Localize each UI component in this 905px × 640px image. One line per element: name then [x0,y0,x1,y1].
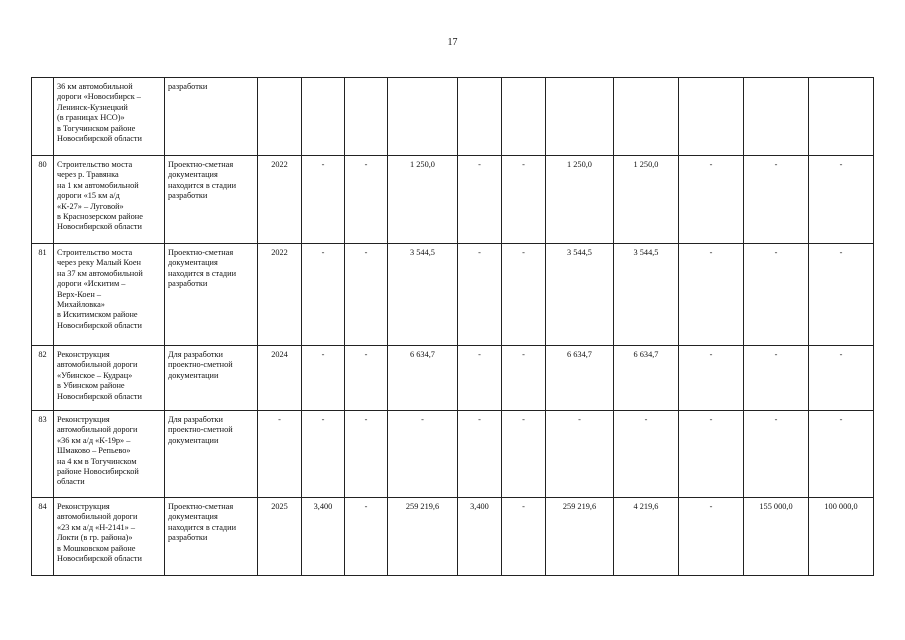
value-cell-4: 259 219,6 [388,498,458,576]
value-cell-5: - [458,244,502,346]
value-cell-2 [302,78,345,156]
value-cell-7: 259 219,6 [546,498,614,576]
object-name-line: в Убинском районе [57,381,125,391]
status-cell [165,156,258,244]
value-cell-2: 3,400 [302,498,345,576]
object-name-line: районе Новосибирской [57,467,139,477]
value-cell-2: - [302,244,345,346]
status-line: разработки [168,533,208,543]
value-cell-6: - [502,411,546,498]
value-cell-8: 6 634,7 [614,346,679,411]
object-name-line: на 37 км автомобильной [57,268,143,278]
status-line: разработки [168,279,208,289]
object-name-line: автомобильной дороги [57,360,138,370]
table-row [32,244,874,346]
status-line: документации [168,370,219,380]
value-cell-2: - [302,346,345,411]
value-cell-1: 2025 [258,498,302,576]
value-cell-1: 2022 [258,156,302,244]
object-name-cell [54,78,165,156]
object-name-line: «Убинское – Кудрац» [57,370,133,380]
object-name-line: дороги «15 км а/д [57,191,120,201]
object-name-line: Строительство моста [57,160,133,169]
status-line: Проектно-сметная [168,160,234,169]
value-cell-3: - [345,498,388,576]
status-line: разработки [168,191,208,201]
row-number [32,78,54,156]
object-name-line: «23 км а/д «Н-2141» – [57,522,136,532]
status-line: находится в стадии [168,522,237,532]
object-name-line: «К-27» – Луговой» [57,201,124,211]
value-cell-9: - [679,411,744,498]
object-name-cell [54,244,165,346]
object-name-line: (в границах НСО)» [57,113,125,123]
value-cell-11: 100 000,0 [809,498,874,576]
status-cell [165,411,258,498]
value-cell-10: - [744,411,809,498]
object-name-line: Локти (в гр. района)» [57,533,133,543]
objects-table [31,77,874,576]
value-cell-6: - [502,346,546,411]
value-cell-9: - [679,498,744,576]
object-name-line: Новосибирской области [57,320,142,330]
value-cell-4 [388,78,458,156]
value-cell-6: - [502,156,546,244]
object-name-line: на 1 км автомобильной [57,180,139,190]
object-name-line: Новосибирской области [57,222,142,232]
status-line: Для разработки [168,415,223,424]
value-cell-5 [458,78,502,156]
table-row [32,498,874,576]
status-line: документация [168,258,218,268]
value-cell-10: - [744,244,809,346]
object-name-line: через реку Малый Коен [57,258,141,268]
object-name-line: в Краснозерском районе [57,212,143,222]
value-cell-8 [614,78,679,156]
object-name-line: автомобильной дороги [57,512,138,522]
row-number: 80 [32,156,54,244]
object-name-line: дороги «Искитим – [57,279,126,289]
object-name-line: 36 км автомобильной [57,82,133,91]
page-number: 17 [447,37,458,48]
object-name-line: в Мошковском районе [57,543,136,553]
object-name-line: Реконструкция [57,502,110,511]
object-name-line: Ленинск-Кузнецкий [57,102,128,112]
value-cell-9 [679,78,744,156]
value-cell-4: 3 544,5 [388,244,458,346]
table-row [32,411,874,498]
value-cell-1: 2024 [258,346,302,411]
status-line: проектно-сметной [168,360,233,370]
object-name-cell [54,411,165,498]
status-line: Для разработки [168,350,223,359]
value-cell-7 [546,78,614,156]
object-name-line: на 4 км в Тогучинском [57,456,137,466]
object-name-line: в Искитимском районе [57,310,138,320]
object-name-line: автомобильной дороги [57,425,138,435]
value-cell-7: 6 634,7 [546,346,614,411]
value-cell-2: - [302,156,345,244]
row-number: 81 [32,244,54,346]
status-line: документация [168,512,218,522]
value-cell-8: 3 544,5 [614,244,679,346]
object-name-line: Новосибирской области [57,391,142,401]
value-cell-3: - [345,244,388,346]
row-number: 83 [32,411,54,498]
object-name-line: Реконструкция [57,415,110,424]
object-name-line: «36 км а/д «К-19р» – [57,435,131,445]
object-name-line: в Тогучинском районе [57,123,136,133]
value-cell-6 [502,78,546,156]
status-line: находится в стадии [168,268,237,278]
value-cell-8: 4 219,6 [614,498,679,576]
value-cell-5: - [458,411,502,498]
value-cell-11: - [809,411,874,498]
value-cell-3: - [345,411,388,498]
value-cell-3 [345,78,388,156]
value-cell-1: - [258,411,302,498]
table-row [32,156,874,244]
value-cell-1: 2022 [258,244,302,346]
value-cell-10 [744,78,809,156]
object-name-line: Шмаково – Репьево» [57,446,131,456]
value-cell-8: 1 250,0 [614,156,679,244]
object-name-line: Новосибирской области [57,134,142,144]
value-cell-2: - [302,411,345,498]
object-name-line: дороги «Новосибирск – [57,92,141,102]
row-number: 84 [32,498,54,576]
value-cell-11: - [809,244,874,346]
status-line: разработки [168,82,208,91]
table-row [32,78,874,156]
value-cell-4: 6 634,7 [388,346,458,411]
object-name-line: Михайловка» [57,300,105,310]
object-name-line: Новосибирской области [57,554,142,564]
status-cell [165,244,258,346]
status-line: находится в стадии [168,180,237,190]
object-name-line: Строительство моста [57,248,133,257]
object-name-line: Верх-Коен – [57,289,101,299]
status-line: документации [168,435,219,445]
value-cell-11: - [809,156,874,244]
value-cell-5: - [458,156,502,244]
value-cell-11: - [809,346,874,411]
status-cell [165,498,258,576]
value-cell-5: 3,400 [458,498,502,576]
value-cell-5: - [458,346,502,411]
object-name-line: области [57,477,85,487]
value-cell-4: - [388,411,458,498]
value-cell-10: - [744,346,809,411]
value-cell-3: - [345,346,388,411]
value-cell-6: - [502,244,546,346]
value-cell-7: 3 544,5 [546,244,614,346]
value-cell-7: 1 250,0 [546,156,614,244]
table-row [32,346,874,411]
value-cell-8: - [614,411,679,498]
value-cell-9: - [679,346,744,411]
value-cell-4: 1 250,0 [388,156,458,244]
status-cell [165,346,258,411]
value-cell-10: - [744,156,809,244]
row-number: 82 [32,346,54,411]
value-cell-11 [809,78,874,156]
value-cell-7: - [546,411,614,498]
value-cell-10: 155 000,0 [744,498,809,576]
value-cell-9: - [679,156,744,244]
object-name-cell [54,346,165,411]
object-name-line: через р. Травянка [57,170,119,180]
status-cell [165,78,258,156]
value-cell-6: - [502,498,546,576]
object-name-line: Реконструкция [57,350,110,359]
value-cell-1 [258,78,302,156]
status-line: проектно-сметной [168,425,233,435]
value-cell-9: - [679,244,744,346]
value-cell-3: - [345,156,388,244]
status-line: Проектно-сметная [168,502,234,511]
status-line: Проектно-сметная [168,248,234,257]
status-line: документация [168,170,218,180]
object-name-cell [54,498,165,576]
object-name-cell [54,156,165,244]
